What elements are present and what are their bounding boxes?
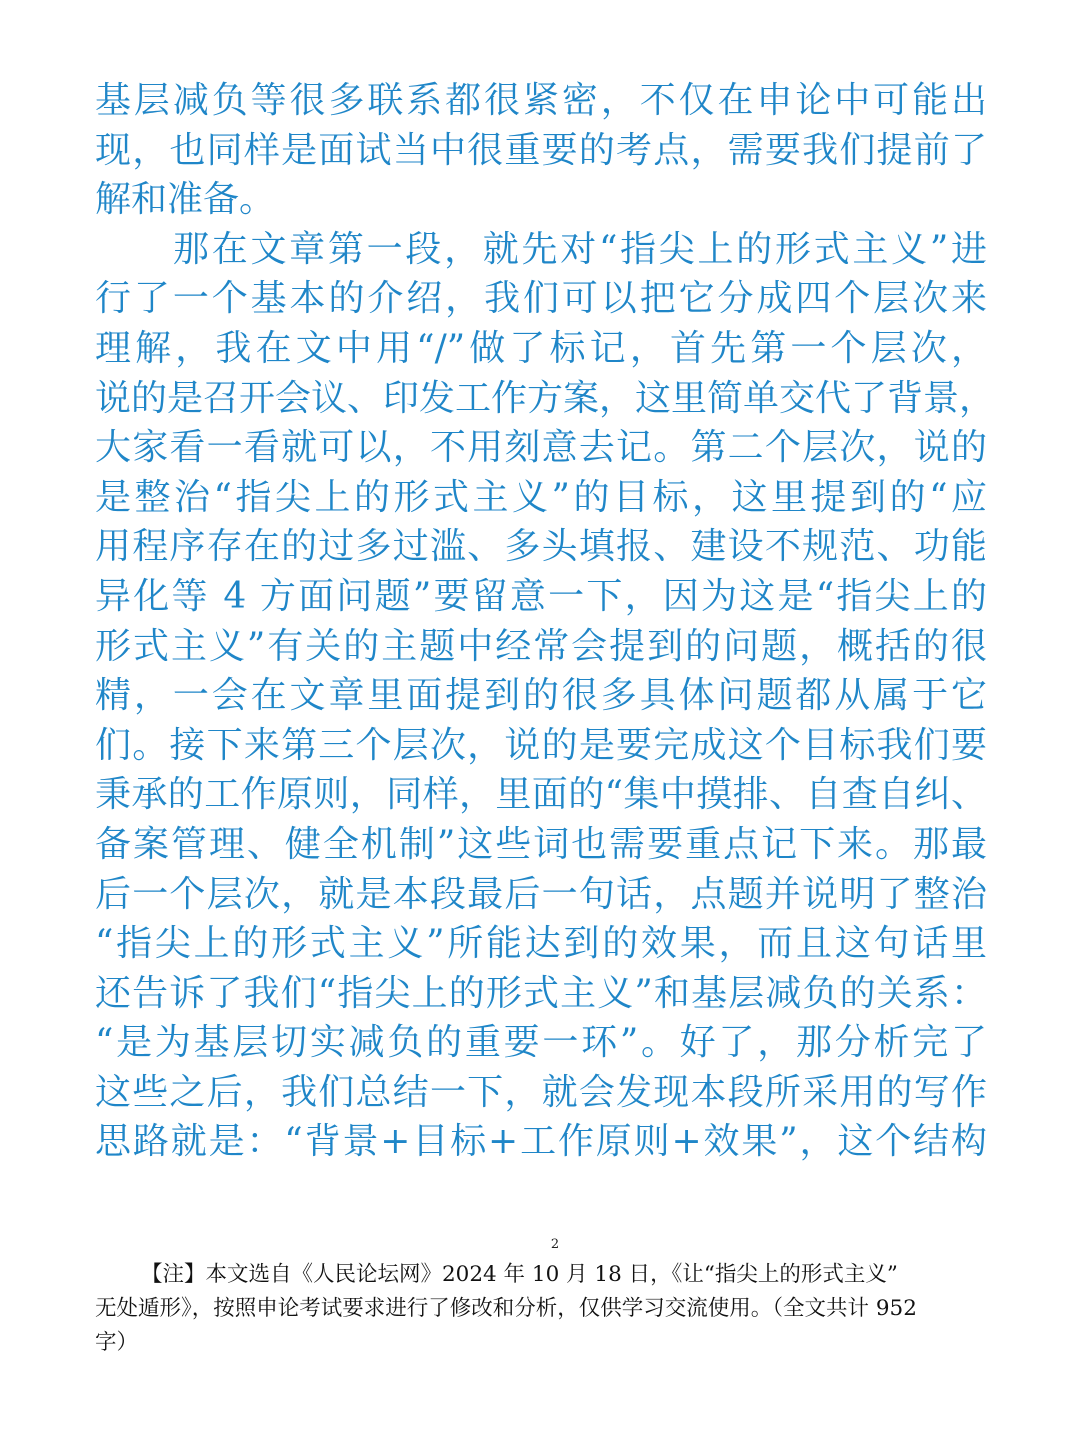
body-line: 形式主义”有关的主题中经常会提到的问题，概括的很 <box>95 625 987 667</box>
body-line: 基层减负等很多联系都很紧密，不仅在申论中可能出 <box>95 80 987 121</box>
source-note <box>95 1258 987 1360</box>
note-line: 字） <box>95 1330 139 1355</box>
body-line: 们。接下来第三个层次，说的是要完成这个目标我们要 <box>95 724 987 766</box>
body-line: 那在文章第一段，就先对“指尖上的形式主义”进 <box>173 228 987 270</box>
body-line: 异化等 4 方面问题”要留意一下，因为这是“指尖上的 <box>95 575 987 617</box>
body-line: 大家看一看就可以，不用刻意去记。第二个层次，说的 <box>95 427 987 469</box>
note-line: 【注】本文选自《人民论坛网》2024 年 10 月 18 日，《让“指尖上的形式主义” <box>141 1262 898 1287</box>
body-line: 是整治“指尖上的形式主义”的目标，这里提到的“应 <box>95 476 987 518</box>
page-number: 2 <box>550 1237 560 1252</box>
body-line: 后一个层次，就是本段最后一句话，点题并说明了整治 <box>95 873 987 915</box>
body-line: 秉承的工作原则，同样，里面的“集中摸排、自查自纠、 <box>95 774 987 816</box>
body-line: 用程序存在的过多过滥、多头填报、建设不规范、功能 <box>95 526 987 568</box>
body-line: 行了一个基本的介绍，我们可以把它分成四个层次来 <box>95 278 987 320</box>
body-line: 精，一会在文章里面提到的很多具体问题都从属于它 <box>95 675 987 717</box>
body-line: 思路就是：“背景+目标+工作原则+效果”，这个结构 <box>95 1121 987 1163</box>
body-line: 解和准备。 <box>95 179 276 221</box>
body-line: 还告诉了我们“指尖上的形式主义”和基层减负的关系： <box>95 972 987 1014</box>
body-line: 理解，我在文中用“/”做了标记，首先第一个层次， <box>95 327 987 369</box>
note-line: 无处遁形》，按照申论考试要求进行了修改和分析，仅供学习交流使用。（全文共计 952 <box>95 1296 917 1321</box>
body-line: “指尖上的形式主义”所能达到的效果，而且这句话里 <box>95 923 987 965</box>
body-line: 现，也同样是面试当中很重要的考点，需要我们提前了 <box>95 129 987 171</box>
article-body <box>95 76 996 1167</box>
body-line: 备案管理、健全机制”这些词也需要重点记下来。那最 <box>95 823 987 865</box>
body-line: “是为基层切实减负的重要一环”。好了，那分析完了 <box>95 1022 987 1064</box>
body-line: 说的是召开会议、印发工作方案，这里简单交代了背景， <box>95 377 996 419</box>
body-line: 这些之后，我们总结一下，就会发现本段所采用的写作 <box>95 1071 987 1113</box>
